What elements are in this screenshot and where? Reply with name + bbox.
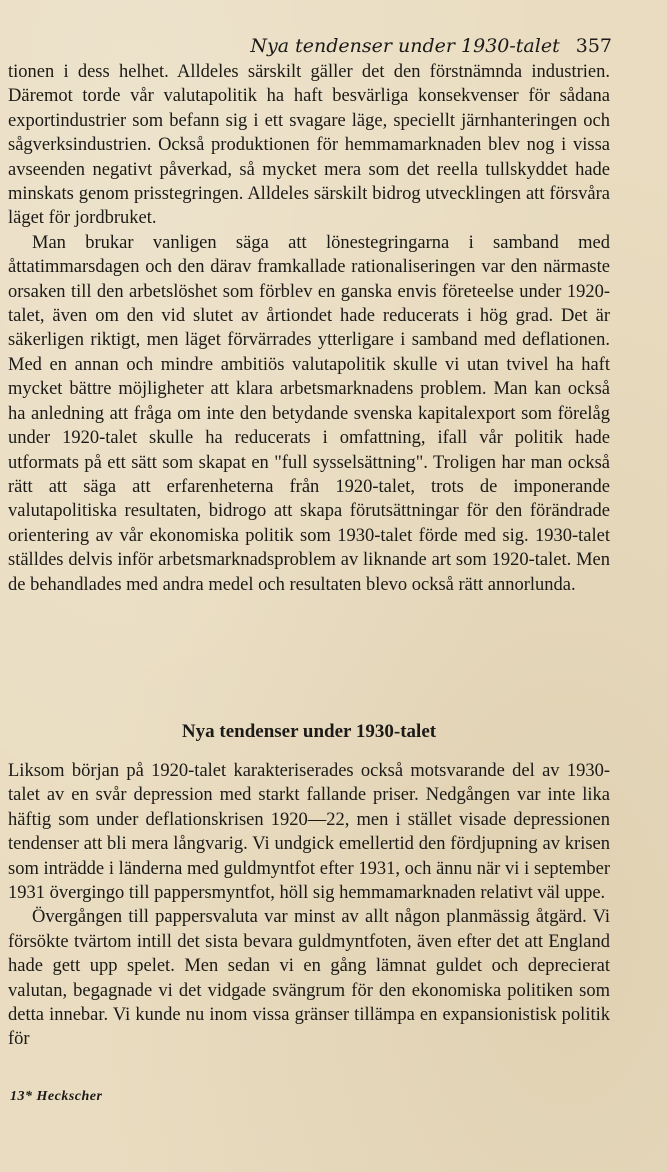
body-text-top [8, 60, 610, 597]
signature-mark: 13* Heckscher [10, 1089, 103, 1104]
section-heading: Nya tendenser under 1930-talet [181, 721, 437, 742]
paragraph: Man brukar vanligen säga att lönestegringarna i samband med åttatimmarsdagen och den därav framkallade rationaliseringen var den närmaste orsaken till den arbetslöshet som förblev en ganska envis företeelse under 1920-talet, även om den vid slutet av årtiondet hade reducerats i hög grad. Det är säkerligen riktigt, men läget förvärrades ytterligare i samband med deflationen. Med en annan och mindre ambitiös valutapolitik skulle vi utan tvivel ha haft mycket bättre möjligheter att klara arbetsmarknadens problem. Man kan också ha anledning att fråga om inte den betydande svenska kapitalexport som förelåg under 1920-talet skulle ha reducerats i omfattning, ifall vår politik hade utformats på ett sätt som skapat en "full sysselsättning". Troligen har man också rätt att säga att erfarenheterna från 1920-talet, trots de imponerande valutapolitiska resultaten, bidrogo att skapa förutsättningar för den förändrade orientering av vår ekonomiska politik som 1930-talet förde med sig. 1930-talet ställdes delvis inför arbetsmarknadsproblem av liknande art som 1920-talet. Men de behandlades med andra medel och resultaten blevo också rätt annorlunda. [8, 232, 610, 595]
page-number: 357 [575, 35, 612, 57]
body-text-bottom [8, 759, 610, 1052]
running-title: Nya tendenser under 1930-talet [250, 35, 560, 57]
paragraph: Liksom början på 1920-talet karakteriserades också motsvarande del av 1930-talet av en svår depression med starkt fallande priser. Nedgången var inte lika häftig som under deflationskrisen 1920—22, men i stället visade depressionen tendenser att bli mera långvarig. Vi undgick emellertid den fördjupning av krisen som inträdde i länderna med guldmyntfot efter 1931, och ännu när vi i september 1931 övergingo till pappersmyntfot, höll sig hemmamarknaden relativt väl uppe. [8, 761, 610, 904]
paragraph: Övergången till pappersvaluta var minst av allt någon planmässig åtgärd. Vi försökte tvärtom intill det sista bevara guldmyntfoten, även efter det att England hade gett upp spelet. Men sedan vi en gång lämnat guldet och deprecierat valutan, begagnade vi det vidgade svängrum för den ekonomiska politiken som detta innebar. Vi kunde nu inom vissa gränser tillämpa en expansionistisk politik för [8, 907, 610, 1050]
running-head [10, 32, 612, 60]
paragraph-continuation: tionen i dess helhet. Alldeles särskilt gäller det den förstnämnda industrien. Däremot torde vår valutapolitik ha haft besvärliga konsekvenser för sådana exportindustrier som befann sig i ett svagare läge, speciellt järnhanteringen och sågverksindustrien. Också produktionen för hemmamarknaden blev nog i vissa avseenden negativt påverkad, så mycket mera som det reella tullskyddet hade minskats genom prisstegringen. Alldeles särskilt bidrog utvecklingen att försvåra läget för jordbruket. [8, 62, 610, 229]
